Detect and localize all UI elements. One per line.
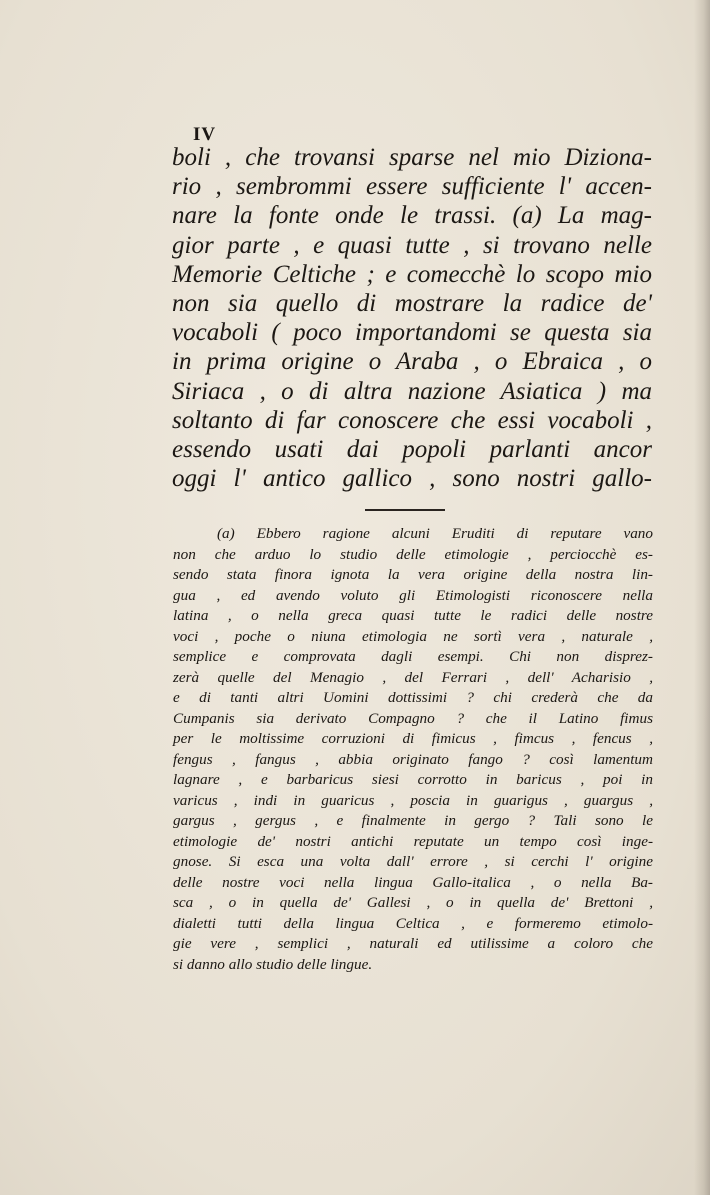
footnote-line: gie vere , semplici , naturali ed utilissime a coloro che [173, 935, 653, 952]
footnote-line: (a) Ebbero ragione alcuni Eruditi di reputare vano [217, 525, 653, 542]
footnote-line: per le moltissime corruzioni di fimicus , fimcus , fencus , [173, 730, 653, 747]
footnote-divider [365, 509, 445, 511]
footnote-line: latina , o nella greca quasi tutte le radici delle nostre [173, 607, 653, 624]
footnote-line: gua , ed avendo voluto gli Etimologisti riconoscere nella [173, 586, 653, 604]
main-text-line: Memorie Celtiche ; e comecchè lo scopo mio [172, 260, 652, 288]
footnote-line: zerà quelle del Menagio , del Ferrari , dell' Acharisio , [173, 668, 653, 686]
main-text-line: oggi l' antico gallico , sono nostri gallo- [172, 465, 652, 493]
footnote-line: gnose. Si esca una volta dall' errore , si cerchi l' origine [173, 853, 653, 870]
footnote-line: Cumpanis sia derivato Compagno ? che il Latino fimus [173, 709, 653, 727]
main-text-line: boli , che trovansi sparse nel mio Diziona- [172, 144, 652, 171]
main-text-line: vocaboli ( poco importandomi se questa sia [172, 319, 652, 347]
footnote-line: voci , poche o niuna etimologia ne sortì vera , naturale , [173, 627, 653, 645]
main-text-line: in prima origine o Araba , o Ebraica , o [172, 348, 652, 376]
footnote-line: e di tanti altri Uomini dottissimi ? chi crederà che da [173, 689, 653, 706]
footnote-line: sca , o in quella de' Gallesi , o in quella de' Brettoni , [173, 894, 653, 911]
main-text-line: Siriaca , o di altra nazione Asiatica ) ma [172, 377, 652, 405]
footnote-block [173, 524, 653, 975]
footnote-line: etimologie de' nostri antichi reputate un tempo così inge- [173, 832, 653, 850]
main-text-line: nare la fonte onde le trassi. (a) La mag- [172, 202, 652, 230]
main-text-line: soltanto di far conoscere che essi vocaboli , [172, 406, 652, 434]
footnote-line: semplice e comprovata dagli esempi. Chi non disprez- [173, 648, 653, 665]
main-text-line: gior parte , e quasi tutte , si trovano nelle [172, 231, 652, 259]
page-edge-shadow [694, 0, 710, 1195]
footnote-line: fengus , fangus , abbia originato fango ? così lamentum [173, 750, 653, 768]
main-text-line: rio , sembrommi essere sufficiente l' accen- [172, 173, 652, 201]
main-text-line: essendo usati dai popoli parlanti ancor [172, 435, 652, 463]
footnote-line: delle nostre voci nella lingua Gallo-italica , o nella Ba- [173, 873, 653, 891]
main-text-block [172, 143, 652, 493]
footnote-line: sendo stata finora ignota la vera origine della nostra lin- [173, 566, 653, 583]
footnote-line: lagnare , e barbaricus siesi corrotto in baricus , poi in [173, 771, 653, 788]
footnote-line: non che arduo lo studio delle etimologie , perciocchè es- [173, 545, 653, 563]
footnote-line: gargus , gergus , e finalmente in gergo ? Tali sono le [173, 812, 653, 829]
main-text-line: non sia quello di mostrare la radice de' [172, 289, 652, 317]
footnote-line: dialetti tutti della lingua Celtica , e formeremo etimolo- [173, 914, 653, 932]
footnote-line: varicus , indi in guaricus , poscia in guarigus , guargus , [173, 791, 653, 809]
page-number: IV [193, 124, 217, 145]
footnote-line: si danno allo studio delle lingue. [173, 955, 373, 973]
